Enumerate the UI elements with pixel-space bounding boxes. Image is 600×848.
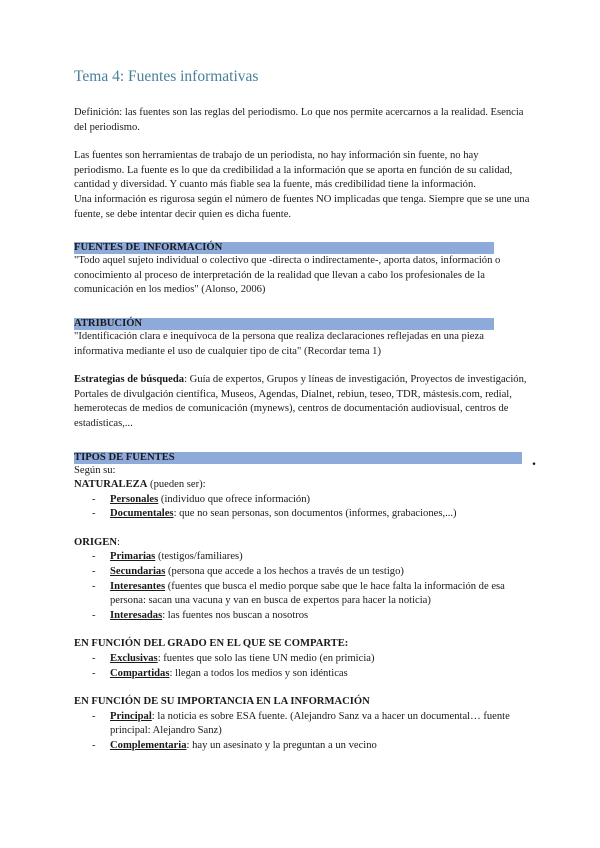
item-term: Documentales: [110, 508, 174, 520]
segun-line: Según su:: [74, 464, 116, 476]
dash-bullet: -: [92, 508, 96, 520]
grado-list: [74, 652, 530, 681]
importancia-heading: EN FUNCIÓN DE SU IMPORTANCIA EN LA INFORMACIÓN: [74, 696, 370, 708]
rigor-paragraph: Una información es rigurosa según el número de fuentes NO implicadas que tenga. Siempre que se une una fuente, se debe intentar decir quien es dicha fuente.: [74, 193, 530, 220]
strategies-paragraph: [74, 373, 530, 431]
item-term: Secundarias: [110, 566, 166, 578]
atribucion-heading: ATRIBUCIÓN: [74, 318, 494, 330]
origen-suffix: :: [116, 536, 120, 548]
item-term: Personales: [110, 493, 159, 505]
naturaleza-list: [74, 493, 530, 522]
item-term: Interesadas: [110, 609, 163, 621]
list-item: [74, 493, 530, 508]
importancia-list: [74, 710, 530, 754]
document-title: Tema 4: Fuentes informativas: [74, 68, 259, 85]
dash-bullet: -: [92, 493, 96, 505]
origen-list: [74, 550, 530, 623]
list-item: [74, 667, 530, 682]
fuentes-info-quote: "Todo aquel sujeto individual o colectivo que -directa o indirectamente-, aporta datos, información o conocimiento al proceso de interpretación de la realidad que llevan a cabo los profesionales de la comunicación en los medios" (Alonso, 2006): [74, 255, 501, 296]
origen-label: ORIGEN: [74, 536, 117, 548]
item-desc: : fuentes que solo las tiene UN medio (en primicia): [157, 653, 375, 665]
list-item: [74, 710, 530, 739]
list-item: [74, 652, 530, 667]
dash-bullet: -: [92, 667, 96, 679]
dash-bullet: -: [92, 653, 96, 665]
item-desc: (fuentes que busca el medio porque sabe que le hace falta la información de esa persona: sacan una vacuna y van en busca de expertos para hacer la noticia): [110, 580, 505, 607]
origen-line: [74, 536, 530, 551]
tipos-heading-end: .: [532, 451, 536, 469]
atribucion-heading-row: [74, 318, 530, 330]
dash-bullet: -: [92, 609, 96, 621]
item-term: Primarias: [110, 551, 156, 563]
strategies-label: Estrategias de búsqueda: [74, 374, 185, 386]
item-desc: : llegan a todos los medios y son idénticas: [169, 667, 348, 679]
fuentes-heading-row: [74, 242, 530, 254]
dash-bullet: -: [92, 710, 96, 722]
dash-bullet: -: [92, 551, 96, 563]
list-item: [74, 739, 530, 754]
list-item: [74, 550, 530, 565]
item-desc: : que no sean personas, son documentos (informes, grabaciones,...): [173, 508, 457, 520]
naturaleza-suffix: (pueden ser):: [147, 479, 206, 491]
dash-bullet: -: [92, 566, 96, 578]
item-term: Compartidas: [110, 667, 170, 679]
tipos-heading: TIPOS DE FUENTES: [74, 452, 522, 464]
strategies-text: : Guía de expertos, Grupos y líneas de investigación, Proyectos de investigación, Portales de divulgación científica, Museos, Agendas, Dialnet, rebiun, teseo, TDR, mástesis.com, redial, hemerotecas de medios de comunicación (mynews), centros de documentación audiovisual, centros de estadísticas,...: [74, 374, 527, 429]
dash-bullet: -: [92, 740, 96, 751]
list-item: [74, 609, 530, 624]
tipos-heading-row: [74, 451, 536, 469]
tools-paragraph: Las fuentes son herramientas de trabajo de un periodista, no hay información sin fuente, no hay periodismo. La fuente es lo que da credibilidad a la información que se aporta en función de su calidad, cantidad y diversidad. Y cuanto más fiable sea la fuente, más credibilidad tiene la información.: [74, 150, 513, 191]
list-item: [74, 580, 530, 609]
item-desc: (testigos/familiares): [155, 551, 243, 563]
fuentes-info-heading: FUENTES DE INFORMACIÓN: [74, 242, 494, 254]
definition-paragraph: Definición: las fuentes son las reglas del periodismo. Lo que nos permite acercarnos a la realidad. Esencia del periodismo.: [74, 107, 524, 133]
item-term: Interesantes: [110, 580, 166, 592]
item-desc: (individuo que ofrece información): [158, 493, 311, 505]
document-page: [74, 68, 536, 754]
item-desc: (persona que accede a los hechos a través de un testigo): [165, 566, 404, 578]
item-term: Complementaria: [110, 740, 187, 751]
atribucion-quote: "Identificación clara e inequívoca de la persona que realiza declaraciones reflejadas en una pieza informativa mediante el uso de cualquier tipo de cita" (Recordar tema 1): [74, 330, 484, 357]
naturaleza-line: [74, 478, 530, 493]
grado-heading: EN FUNCIÓN DEL GRADO EN EL QUE SE COMPARTE:: [74, 638, 349, 650]
list-item: [74, 565, 530, 580]
item-term: Exclusivas: [110, 653, 158, 665]
item-desc: : la noticia es sobre ESA fuente. (Alejandro Sanz va a hacer un documental… fuente principal: Alejandro Sanz): [110, 710, 510, 737]
item-desc: : hay un asesinato y la preguntan a un vecino: [186, 740, 377, 751]
list-item: [74, 507, 530, 522]
item-term: Principal: [110, 710, 152, 722]
naturaleza-label: NATURALEZA: [74, 479, 148, 491]
item-desc: : las fuentes nos buscan a nosotros: [162, 609, 309, 621]
dash-bullet: -: [92, 580, 96, 592]
